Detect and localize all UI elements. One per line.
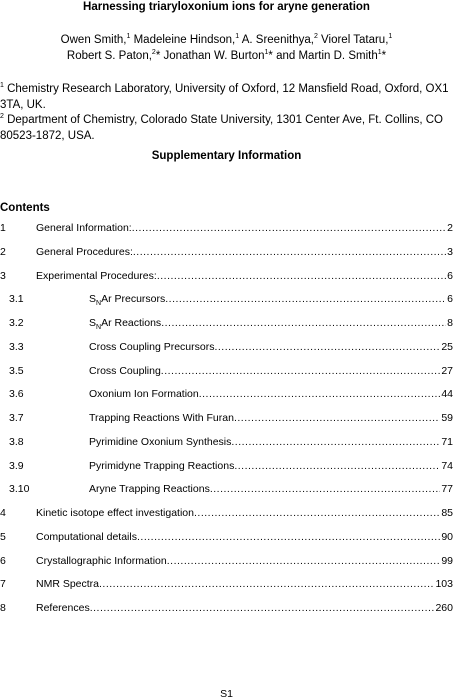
toc-leader-dots (165, 291, 446, 307)
toc-entry-number: 3.7 (9, 412, 24, 424)
toc-entry-title-line (89, 386, 453, 402)
toc-entry-label: Computational details (36, 530, 137, 543)
toc-entry-title-line (36, 220, 453, 236)
author-affiliation-marker: 1 (126, 33, 131, 41)
toc-entry-page: 2 (447, 222, 453, 234)
toc-entry-title-line (89, 434, 453, 450)
toc-entry-label: Experimental Procedures: (36, 269, 157, 282)
toc-entry-number: 4 (0, 507, 6, 519)
toc-leader-dots (210, 481, 440, 497)
toc-entry-number: 5 (0, 530, 6, 543)
toc-entry-label: $S_NAr$ Reactions (89, 317, 162, 331)
author-affiliation-marker: 1 (388, 33, 393, 41)
author-affiliation-marker: 1 (264, 49, 269, 57)
toc-entry[interactable] (0, 529, 453, 553)
subscript: N (96, 300, 102, 308)
toc-entry[interactable] (0, 244, 453, 268)
toc-entry-page: 99 (441, 554, 453, 567)
toc-entry-label: Aryne Trapping Reactions (89, 483, 210, 496)
toc-leader-dots (99, 576, 434, 592)
toc-entry-title-line (36, 553, 453, 569)
toc-entry[interactable] (0, 339, 453, 363)
author-affiliation-marker: 2 (151, 49, 156, 57)
toc-entry-number: 3.9 (9, 459, 24, 472)
subscript: N (96, 324, 102, 331)
toc-entry-title-line (36, 268, 453, 284)
toc-entry-page: 77 (441, 483, 453, 496)
toc-entry-number: 3.5 (9, 364, 24, 377)
toc-leader-dots (234, 410, 440, 426)
toc-entry-title-line (36, 505, 453, 521)
toc-leader-dots (231, 434, 440, 450)
toc-entry-number: 1 (0, 222, 6, 234)
toc-entry-number: 7 (0, 578, 6, 591)
toc-leader-dots (199, 386, 441, 402)
toc-entry-title-line (36, 600, 453, 616)
toc-entry-label: Oxonium Ion Formation (89, 388, 199, 401)
toc-entry-label: Cross Coupling (89, 364, 161, 377)
toc-entry-label: General Procedures: (36, 245, 133, 258)
toc-leader-dots (133, 244, 446, 260)
toc-entry-label: NMR Spectra (36, 578, 100, 591)
toc-entry-number: 8 (0, 602, 6, 614)
toc-entry-number: 2 (0, 245, 6, 258)
toc-entry-title-line (36, 576, 453, 592)
toc-entry[interactable] (0, 291, 453, 315)
toc-entry[interactable] (0, 315, 453, 339)
page-number: S1 (220, 688, 233, 700)
toc-leader-dots (214, 339, 440, 355)
affiliation-2 (0, 112, 453, 144)
toc-entry-number: 3.3 (9, 340, 24, 353)
toc-entry-page: 27 (441, 364, 453, 377)
toc-entry[interactable] (0, 553, 453, 577)
author-name: Owen Smith, (60, 34, 127, 46)
toc-entry[interactable] (0, 220, 453, 244)
toc-entry[interactable] (0, 363, 453, 387)
toc-entry-label: Kinetic isotope effect investigation (36, 507, 194, 519)
toc-leader-dots (234, 458, 440, 474)
toc-leader-dots (194, 505, 440, 521)
toc-entry-title-line (89, 339, 453, 355)
toc-leader-dots (90, 600, 435, 616)
author-line-2 (0, 48, 453, 64)
author-affiliation-marker: 2 (313, 33, 318, 41)
supplementary-heading: Supplementary Information (151, 150, 302, 162)
paper-title: Harnessing triaryloxonium ions for aryne generation (83, 1, 370, 13)
toc-entry-page: 90 (441, 530, 453, 543)
toc-entry[interactable] (0, 600, 453, 624)
toc-entry-number: 3.2 (9, 317, 24, 329)
toc-entry[interactable] (0, 434, 453, 458)
table-of-contents (0, 220, 453, 624)
toc-entry-label: References (36, 602, 90, 614)
toc-entry-page: 260 (435, 602, 453, 614)
toc-entry-page: 3 (447, 245, 453, 258)
toc-entry[interactable] (0, 410, 453, 434)
toc-entry-page: 103 (435, 578, 453, 591)
toc-entry-number: 3 (0, 269, 6, 282)
author-name: A. Sreenithya, (239, 34, 314, 46)
toc-entry[interactable] (0, 458, 453, 482)
author-name: * (381, 50, 387, 62)
toc-entry-title-line (36, 529, 453, 545)
author-list (0, 32, 453, 64)
affiliation-1-text: Chemistry Research Laboratory, University of Oxford, 12 Mansfield Road, Oxford, OX1 3TA, UK. (0, 83, 449, 111)
toc-leader-dots (137, 529, 440, 545)
toc-entry-page: 44 (441, 388, 453, 401)
toc-entry-label: Cross Coupling Precursors (89, 340, 215, 353)
toc-entry-page: 6 (447, 293, 453, 306)
toc-entry[interactable] (0, 268, 453, 292)
toc-entry-title-line (89, 458, 453, 474)
toc-entry-number: 3.1 (9, 293, 24, 306)
toc-entry-title-line (36, 244, 453, 260)
toc-leader-dots (167, 553, 441, 569)
toc-entry[interactable] (0, 386, 453, 410)
author-name: Viorel Tataru, (317, 34, 389, 46)
toc-entry[interactable] (0, 576, 453, 600)
author-affiliation-marker: 1 (377, 49, 382, 57)
toc-entry-number: 6 (0, 554, 6, 567)
author-affiliation-marker: 1 (235, 33, 240, 41)
toc-entry-number: 3.10 (9, 483, 30, 496)
toc-entry-label: Pyrimidine Oxonium Synthesis (89, 435, 232, 448)
author-name: Madeleine Hindson, (130, 34, 236, 46)
toc-leader-dots (161, 363, 441, 379)
toc-leader-dots (132, 220, 446, 236)
toc-entry-number: 3.8 (9, 435, 24, 448)
affiliation-2-marker: 2 (0, 113, 4, 121)
toc-entry-page: 59 (441, 412, 453, 424)
toc-entry-label: General Information: (36, 222, 132, 234)
toc-entry-page: 74 (441, 459, 453, 472)
toc-entry-title-line (89, 481, 453, 497)
toc-entry-title-line (89, 410, 453, 426)
toc-entry-title-line (89, 315, 453, 331)
author-name: Robert S. Paton, (66, 50, 152, 62)
toc-entry-label: Crystallographic Information (36, 554, 167, 567)
author-name: * Jonathan W. Burton (155, 50, 265, 62)
author-line-1 (0, 32, 453, 48)
toc-entry-label: Pyrimidyne Trapping Reactions (89, 459, 235, 472)
affiliation-1 (0, 81, 453, 113)
toc-entry-label: Trapping Reactions With Furan (89, 412, 234, 424)
toc-entry-page: 85 (441, 507, 453, 519)
toc-entry-label: $S_NAr$ Precursors (89, 293, 166, 308)
toc-entry[interactable] (0, 481, 453, 505)
toc-entry-page: 71 (441, 435, 453, 448)
toc-leader-dots (161, 315, 446, 331)
toc-entry-page: 25 (441, 340, 453, 353)
toc-entry[interactable] (0, 505, 453, 529)
toc-entry-number: 3.6 (9, 388, 24, 401)
toc-leader-dots (157, 268, 446, 284)
affiliation-2-text: Department of Chemistry, Colorado State University, 1301 Center Ave, Ft. Collins, CO 80523-1872, USA. (0, 114, 444, 142)
toc-entry-title-line (89, 291, 453, 307)
toc-entry-page: 6 (447, 269, 453, 282)
toc-entry-title-line (89, 363, 453, 379)
contents-heading: Contents (0, 202, 50, 214)
toc-entry-page: 8 (447, 317, 453, 329)
affiliation-1-marker: 1 (0, 82, 4, 90)
author-name: * and Martin D. Smith (268, 50, 378, 62)
